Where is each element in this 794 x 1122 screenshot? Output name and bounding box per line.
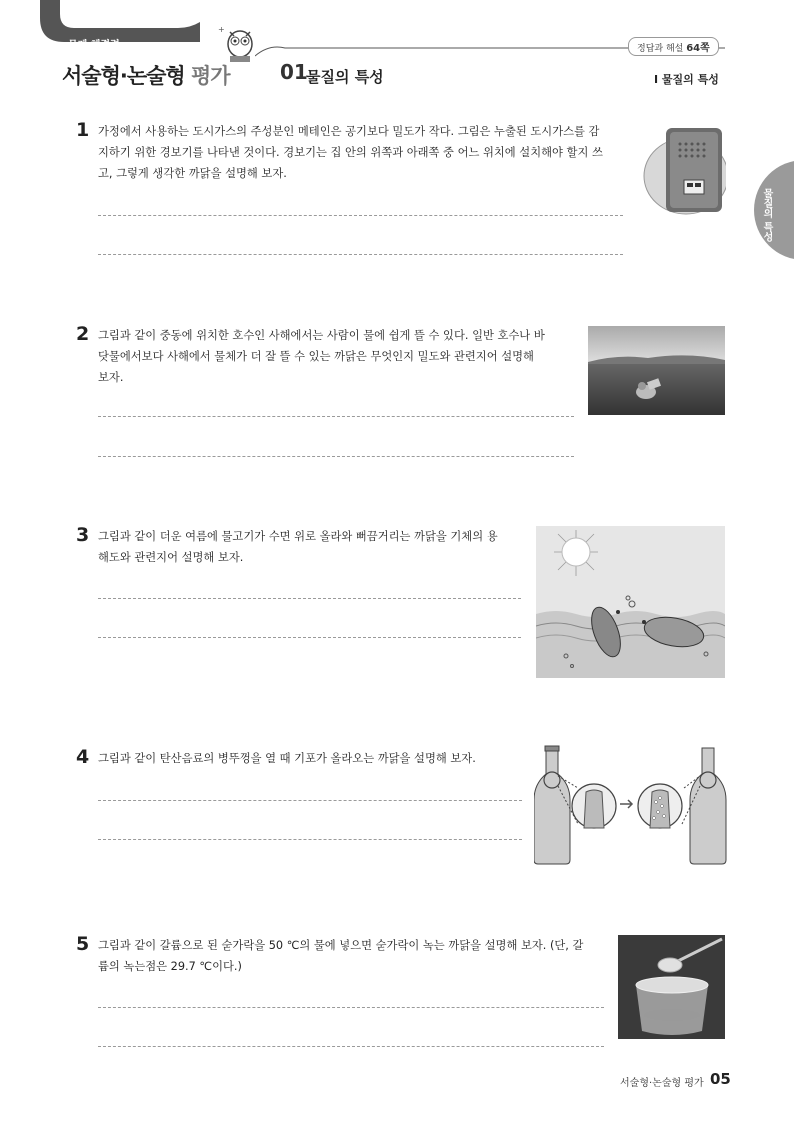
- dead-sea-photo: [588, 326, 725, 415]
- header-tag-label: 문제 해결력: [68, 40, 120, 51]
- question-3-number: 3: [76, 524, 90, 546]
- answer-line: [98, 456, 574, 457]
- side-tab-label: 물질의 특성: [761, 188, 772, 242]
- series-title: 서술형·논술형 평가: [62, 64, 230, 88]
- question-4-text: 그림과 같이 탄산음료의 병뚜껑을 열 때 기포가 올라오는 까닭을 설명해 보자.: [98, 752, 476, 765]
- question-1-number: 1: [76, 119, 90, 141]
- question-2-number: 2: [76, 323, 90, 345]
- footer-label: 서술형·논술형 평가: [620, 1078, 704, 1089]
- answer-line: [98, 254, 623, 255]
- question-3-text: 그림과 같이 더운 여름에 물고기가 수면 위로 올라와 뻐끔거리는 까닭을 기체의 용 해도와 관련지어 설명해 보자.: [98, 530, 498, 564]
- answer-line: [98, 637, 521, 638]
- unit-number: 01: [280, 60, 308, 84]
- unit-title: 물질의 특성: [306, 68, 384, 86]
- chapter-label: Ⅰ 물질의 특성: [654, 73, 719, 86]
- series-title-accent: 평가: [191, 64, 230, 88]
- question-4-number: 4: [76, 746, 90, 768]
- gas-alarm-image: [640, 122, 726, 218]
- question-2-text: 그림과 같이 중동에 위치한 호수인 사해에서는 사람이 물에 쉽게 뜰 수 있다. 일반 호수나 바 닷물에서보다 사해에서 물체가 더 잘 뜰 수 있는 까닭은 무엇인지 밀도와 관련지어 설명해 보자.: [98, 329, 545, 384]
- gallium-spoon-photo: [618, 935, 725, 1039]
- answer-line: [98, 215, 623, 216]
- fish-surface-illustration: [536, 526, 725, 678]
- svg-text:+: +: [218, 25, 225, 34]
- page-number: 05: [710, 1070, 731, 1088]
- answer-reference: 정답과 해설 64쪽: [628, 37, 719, 56]
- answer-line: [98, 839, 522, 840]
- answer-line: [98, 598, 521, 599]
- soda-bottle-diagram: [534, 744, 728, 866]
- question-5-number: 5: [76, 933, 90, 955]
- answer-line: [98, 416, 574, 417]
- answer-line: [98, 1007, 604, 1008]
- answer-reference-page: 64쪽: [686, 43, 710, 54]
- question-1-text: 가정에서 사용하는 도시가스의 주성분인 메테인은 공기보다 밀도가 작다. 그림은 누출된 도시가스를 감 지하기 위한 경보기를 나타낸 것이다. 경보기는 집 안의 위쪽과 아래쪽 중 어느 위치에 설치해야 할지 쓰 고, 그렇게 생각한 까닭을 설명해 보자.: [98, 125, 603, 180]
- answer-line: [98, 800, 522, 801]
- question-5-text: 그림과 같이 갈륨으로 된 숟가락을 50 ℃의 물에 넣으면 숟가락이 녹는 까닭을 설명해 보자. (단, 갈 륨의 녹는점은 29.7 ℃이다.): [98, 939, 584, 973]
- answer-line: [98, 1046, 604, 1047]
